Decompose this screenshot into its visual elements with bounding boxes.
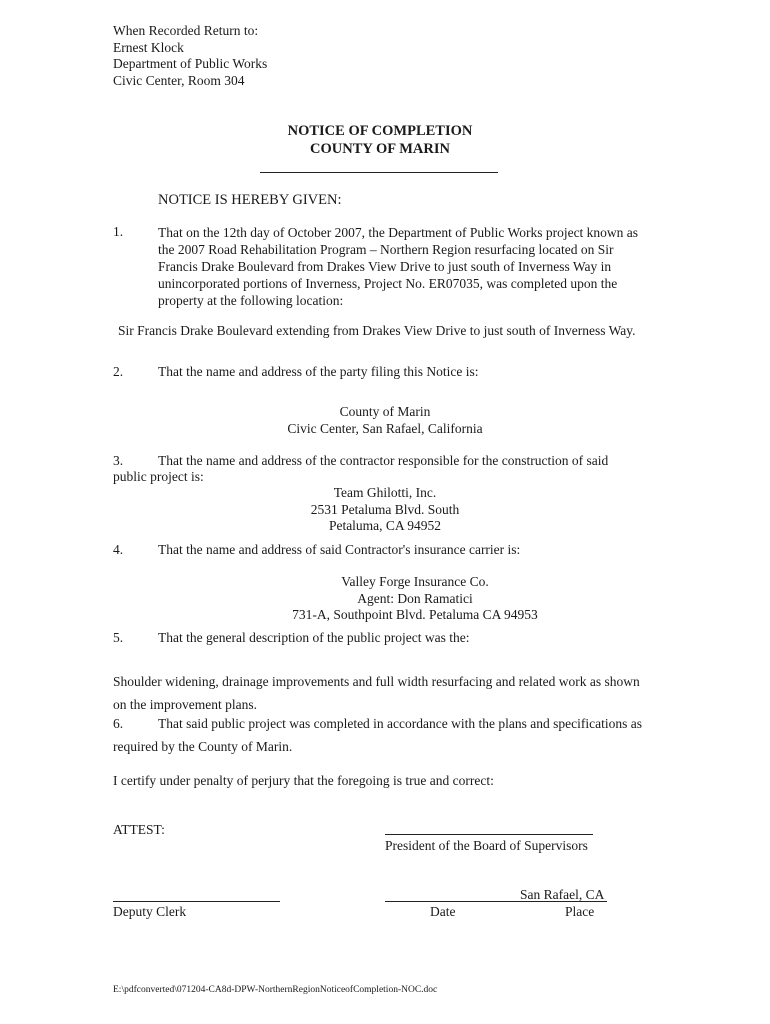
recording-block	[113, 23, 267, 89]
item-2-number: 2.	[113, 364, 124, 379]
filing-party-name: County of Marin	[339, 404, 431, 419]
recording-room: Civic Center, Room 304	[113, 72, 245, 88]
recording-department: Department of Public Works	[113, 56, 268, 71]
place-value: San Rafael, CA	[520, 887, 605, 902]
item-1-line: Francis Drake Boulevard from Drakes View Drive to just south of Inverness Way in	[158, 259, 612, 274]
certification-statement: I certify under penalty of perjury that the foregoing is true and correct:	[113, 773, 494, 788]
contractor-address-1: 2531 Petaluma Blvd. South	[310, 501, 460, 517]
item-4-text: That the name and address of said Contractor's insurance carrier is:	[158, 542, 521, 557]
contractor-block	[260, 485, 510, 535]
item-5-text: That the general description of the public project was the:	[158, 630, 470, 645]
item-1-line: property at the following location:	[158, 293, 344, 308]
item-3-text-cont: public project is:	[113, 469, 204, 484]
item-3-number: 3.	[113, 453, 124, 468]
filing-party-block	[250, 403, 520, 437]
contractor-address-2: Petaluma, CA 94952	[328, 518, 442, 533]
item-6-text-cont: required by the County of Marin.	[113, 739, 293, 754]
item-1-line: That on the 12th day of October 2007, the Department of Public Works project known as	[158, 225, 639, 240]
item-1-line: the 2007 Road Rehabilitation Program – Northern Region resurfacing located on Sir	[158, 242, 614, 257]
project-description-line: on the improvement plans.	[113, 697, 257, 712]
title-line-1: NOTICE OF COMPLETION	[287, 123, 473, 139]
item-4-number: 4.	[113, 542, 124, 557]
project-description-line: Shoulder widening, drainage improvements and full width resurfacing and related work as shown	[113, 674, 640, 689]
footer-file-path: E:\pdfconverted\071204-CA8d-DPW-NorthernRegionNoticeofCompletion-NOC.doc	[113, 985, 438, 995]
item-2-text: That the name and address of the party filing this Notice is:	[158, 364, 479, 379]
title-line-2: COUNTY OF MARIN	[310, 141, 450, 157]
attest-label: ATTEST:	[113, 822, 165, 837]
date-label: Date	[430, 904, 456, 919]
item-1-number: 1.	[113, 224, 124, 239]
recording-return-label: When Recorded Return to:	[113, 23, 259, 38]
deputy-clerk-label: Deputy Clerk	[113, 904, 187, 919]
project-description	[113, 670, 640, 716]
item-5-number: 5.	[113, 630, 124, 645]
item-3-text: That the name and address of the contractor responsible for the construction of said	[158, 453, 609, 468]
title-underline	[260, 172, 498, 173]
item-1-line: unincorporated portions of Inverness, Project No. ER07035, was completed upon the	[158, 276, 618, 291]
contractor-name: Team Ghilotti, Inc.	[333, 485, 437, 500]
item-1-text	[158, 224, 638, 309]
project-location: Sir Francis Drake Boulevard extending from Drakes View Drive to just south of Inverness Way.	[118, 323, 636, 338]
item-6-number: 6.	[113, 716, 124, 731]
document-title	[260, 122, 500, 158]
insurance-name: Valley Forge Insurance Co.	[341, 574, 489, 589]
item-6-text: That said public project was completed in accordance with the plans and specifications as	[158, 716, 642, 731]
notice-heading: NOTICE IS HEREBY GIVEN:	[158, 192, 342, 208]
place-label: Place	[565, 904, 595, 919]
insurance-agent: Agent: Don Ramatici	[357, 590, 473, 606]
insurance-block	[260, 574, 570, 624]
insurance-address: 731-A, Southpoint Blvd. Petaluma CA 94953	[292, 607, 538, 622]
president-signature-line	[385, 834, 593, 835]
president-label: President of the Board of Supervisors	[385, 838, 588, 853]
date-place-line	[385, 901, 607, 902]
deputy-clerk-signature-line	[113, 901, 280, 902]
recording-name: Ernest Klock	[113, 39, 184, 55]
filing-party-address: Civic Center, San Rafael, California	[287, 421, 483, 436]
